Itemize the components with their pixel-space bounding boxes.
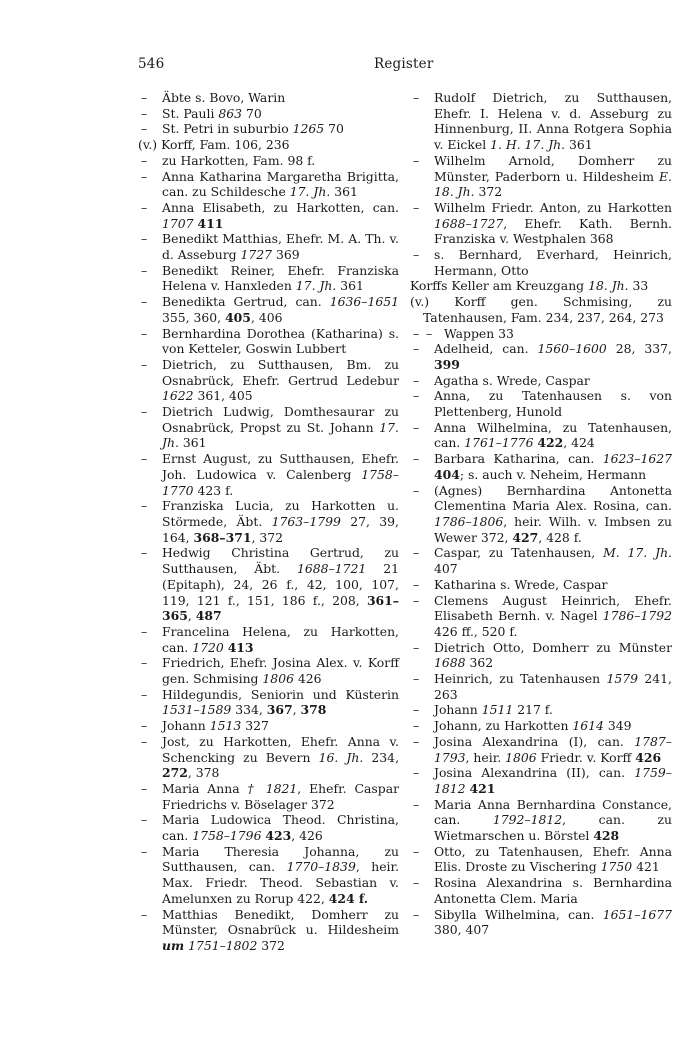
- index-entry: [410, 153, 672, 200]
- entry-text: Francelina Helena, zu Harkotten, can. 1720 413: [162, 623, 399, 655]
- repeat-dash: –: [141, 262, 148, 278]
- index-entry: [410, 844, 672, 875]
- index-entry: [138, 718, 399, 734]
- index-entry: [138, 137, 399, 153]
- index-entry: [138, 200, 399, 231]
- repeat-dash: –: [413, 796, 420, 812]
- index-entry: [410, 577, 672, 593]
- repeat-dash: –: [141, 152, 148, 168]
- repeat-dash: –: [141, 199, 148, 215]
- entry-text: Agatha s. Wrede, Caspar: [434, 372, 590, 388]
- repeat-dash: –: [141, 168, 148, 184]
- entry-text: Hildegundis, Seniorin und Küsterin 1531–1589 334, 367, 378: [162, 686, 399, 718]
- entry-text: s. Bernhard, Everhard, Heinrich, Hermann, Otto: [434, 247, 672, 278]
- index-entry: [138, 781, 399, 812]
- repeat-dash: –: [413, 152, 420, 168]
- index-entry: [138, 153, 399, 169]
- entry-text: Heinrich, zu Tatenhausen 1579 241, 263: [434, 671, 672, 702]
- repeat-dash: –: [413, 702, 420, 718]
- entry-text: (v.) Korff gen. Schmising, zu Tatenhausen, Fam. 234, 237, 264, 273: [410, 294, 672, 325]
- entry-text: Josina Alexandrina (II), can. 1759–1812 421: [434, 765, 672, 796]
- index-entry: [138, 734, 399, 781]
- index-entry: [138, 687, 399, 718]
- repeat-dash: –: [413, 733, 420, 749]
- entry-text: Rosina Alexandrina s. Bernhardina Antonetta Clem. Maria: [434, 875, 672, 906]
- entry-text: Wappen 33: [444, 325, 514, 341]
- repeat-dash: –: [413, 482, 420, 498]
- repeat-dash: –: [141, 545, 148, 561]
- index-entry: [138, 545, 399, 624]
- entry-text: Maria Theresia Johanna, zu Sutthausen, can. 1770–1839, heir. Max. Friedr. Theod. Sebastian v. Amelunxen zu Rorup 422, 424 f.: [162, 843, 400, 906]
- entry-text: Dietrich Ludwig, Domthesaurar zu Osnabrück, Propst zu St. Johann 17. Jh. 361: [162, 404, 399, 451]
- repeat-dash: –: [413, 639, 420, 655]
- entry-text: Korffs Keller am Kreuzgang 18. Jh. 33: [410, 278, 649, 294]
- index-entry: [410, 907, 672, 938]
- entry-text: Friedrich, Ehefr. Josina Alex. v. Korff gen. Schmising 1806 426: [162, 655, 399, 687]
- entry-text: Wilhelm Arnold, Domherr zu Münster, Paderborn u. Hildesheim E. 18. Jh. 372: [434, 152, 672, 200]
- repeat-dash: –: [141, 812, 148, 828]
- entry-text: Anna, zu Tatenhausen s. von Plettenberg, Hunold: [434, 388, 672, 420]
- repeat-dash: –: [413, 718, 420, 734]
- repeat-dash: –: [141, 231, 148, 247]
- repeat-dash: –: [141, 325, 148, 341]
- index-entry: [138, 451, 399, 498]
- index-entry: [410, 765, 672, 796]
- entry-text: Hedwig Christina Gertrud, zu Sutthausen, Äbt. 1688–1721 21 (Epitaph), 24, 26 f., 42, 100, 107, 119, 121 f., 151, 186 f., 208, 361–365, 487: [162, 545, 399, 624]
- index-column-left: [138, 90, 399, 954]
- repeat-dash: –: [141, 843, 148, 859]
- index-entry: [410, 294, 672, 325]
- entry-text: (v.) Korff, Fam. 106, 236: [138, 137, 290, 153]
- index-entry: [138, 231, 399, 262]
- entry-text: Anna Wilhelmina, zu Tatenhausen, can. 1761–1776 422, 424: [434, 419, 672, 451]
- repeat-dash: –: [141, 718, 148, 734]
- entry-text: Matthias Benedikt, Domherr zu Münster, Osnabrück u. Hildesheim um 1751–1802 372: [162, 906, 399, 953]
- repeat-dash: –: [426, 325, 433, 341]
- index-entry: [410, 593, 672, 640]
- entry-text: Bernhardina Dorothea (Katharina) s. von Ketteler, Goswin Lubbert: [162, 325, 399, 357]
- index-entry: [410, 734, 672, 765]
- repeat-dash: –: [141, 121, 148, 137]
- entry-text: Benedikta Gertrud, can. 1636–1651 355, 360, 405, 406: [162, 294, 399, 325]
- entry-text: Äbte s. Bovo, Warin: [162, 90, 286, 105]
- repeat-dash: –: [413, 341, 420, 357]
- entry-text: Clemens August Heinrich, Ehefr. Elisabeth Bernh. v. Nagel 1786–1792 426 ff., 520 f.: [434, 592, 672, 639]
- repeat-dash: –: [413, 576, 420, 592]
- index-entry: [138, 655, 399, 686]
- index-entry: [410, 200, 672, 247]
- index-entry: [138, 357, 399, 404]
- index-entry: [138, 263, 399, 294]
- entry-text: Benedikt Matthias, Ehefr. M. A. Th. v. d. Asseburg 1727 369: [162, 231, 399, 263]
- repeat-dash: –: [413, 906, 420, 922]
- entry-text: Johann, zu Harkotten 1614 349: [434, 718, 632, 734]
- page-number: 546: [138, 56, 165, 72]
- entry-text: Ernst August, zu Sutthausen, Ehefr. Joh. Ludowica v. Calenberg 1758–1770 423 f.: [162, 451, 399, 498]
- repeat-dash: –: [413, 451, 420, 467]
- entry-text: Maria Ludowica Theod. Christina, can. 1758–1796 423, 426: [162, 812, 399, 844]
- repeat-dash: –: [413, 388, 420, 404]
- entry-text: Dietrich, zu Sutthausen, Bm. zu Osnabrück, Ehefr. Gertrud Ledebur 1622 361, 405: [162, 356, 399, 404]
- index-entry: [138, 106, 399, 122]
- entry-text: Katharina s. Wrede, Caspar: [434, 576, 608, 592]
- repeat-dash: –: [141, 655, 148, 671]
- index-entry: [410, 90, 672, 153]
- repeat-dash: –: [413, 765, 420, 781]
- running-title: Register: [374, 56, 434, 72]
- repeat-dash: –: [141, 733, 148, 749]
- entry-text: Adelheid, can. 1560–1600 28, 337, 399: [434, 341, 672, 372]
- entry-text: Rudolf Dietrich, zu Sutthausen, Ehefr. I. Helena v. d. Asseburg zu Hinnenburg, II. Anna Rotgera Sophia v. Eickel 1. H. 17. Jh. 361: [434, 90, 672, 153]
- entry-text: Franziska Lucia, zu Harkotten u. Störmede, Äbt. 1763–1799 27, 39, 164, 368–371, 372: [162, 498, 399, 545]
- entry-text: Maria Anna Bernhardina Constance, can. 1792–1812, can. zu Wietmarschen u. Börstel 428: [434, 796, 672, 844]
- index-entry: [138, 121, 399, 137]
- entry-text: Anna Katharina Margaretha Brigitta, can. zu Schildesche 17. Jh. 361: [162, 168, 399, 200]
- entry-text: zu Harkotten, Fam. 98 f.: [162, 152, 316, 168]
- repeat-dash: –: [141, 451, 148, 467]
- repeat-dash: –: [413, 372, 420, 388]
- repeat-dash: –: [141, 686, 148, 702]
- index-entry: [138, 624, 399, 655]
- repeat-dash: –: [413, 843, 420, 859]
- entry-text: Jost, zu Harkotten, Ehefr. Anna v. Schencking zu Bevern 16. Jh. 234, 272, 378: [162, 733, 400, 781]
- index-entry: [410, 718, 672, 734]
- index-entry: [410, 388, 672, 419]
- index-entry: [138, 844, 399, 907]
- index-entry: [410, 797, 672, 844]
- repeat-dash: –: [141, 623, 148, 639]
- repeat-dash: –: [141, 906, 148, 922]
- repeat-dash: –: [413, 199, 420, 215]
- repeat-dash: –: [413, 875, 420, 891]
- index-entry: [138, 404, 399, 451]
- repeat-dash: –: [413, 90, 420, 105]
- repeat-dash: –: [413, 545, 420, 561]
- index-entry: [410, 247, 672, 278]
- repeat-dash: –: [413, 592, 420, 608]
- entry-text: Josina Alexandrina (I), can. 1787–1793, heir. 1806 Friedr. v. Korff 426: [434, 733, 672, 765]
- entry-text: Wilhelm Friedr. Anton, zu Harkotten 1688–1727, Ehefr. Kath. Bernh. Franziska v. Westphalen 368: [434, 199, 672, 247]
- entry-text: Otto, zu Tatenhausen, Ehefr. Anna Elis. Droste zu Vischering 1750 421: [434, 843, 672, 875]
- entry-text: St. Pauli 863 70: [162, 105, 262, 121]
- entry-text: Anna Elisabeth, zu Harkotten, can. 1707 411: [162, 199, 399, 231]
- repeat-dash: –: [141, 404, 148, 420]
- repeat-dash: –: [141, 356, 148, 372]
- index-entry: [138, 907, 399, 954]
- index-entry: [410, 702, 672, 718]
- repeat-dash: –: [141, 105, 148, 121]
- entry-text: St. Petri in suburbio 1265 70: [162, 121, 344, 137]
- repeat-dash: –: [413, 419, 420, 435]
- repeat-dash: –: [141, 498, 148, 514]
- index-entry: [410, 326, 672, 342]
- index-entry: [138, 90, 399, 106]
- index-entry: [410, 545, 672, 576]
- entry-text: Sibylla Wilhelmina, can. 1651–1677 380, 407: [434, 906, 672, 938]
- repeat-dash: –: [141, 780, 148, 796]
- index-entry: [138, 294, 399, 325]
- index-entry: [138, 169, 399, 200]
- index-entry: [410, 451, 672, 482]
- entry-text: Barbara Katharina, can. 1623–1627 404; s. auch v. Neheim, Hermann: [434, 451, 672, 482]
- repeat-dash: –: [141, 294, 148, 310]
- index-entry: [138, 812, 399, 843]
- index-entry: [410, 671, 672, 702]
- index-entry: [410, 278, 672, 294]
- page-header: [138, 56, 434, 76]
- index-entry: [138, 326, 399, 357]
- index-column-right: [410, 90, 672, 938]
- index-entry: [410, 341, 672, 372]
- index-entry: [410, 373, 672, 389]
- repeat-dash: –: [413, 247, 420, 263]
- entry-text: (Agnes) Bernhardina Antonetta Clementina Maria Alex. Rosina, can. 1786–1806, heir. Wilh. v. Imbsen zu Wewer 372, 427, 428 f.: [434, 482, 672, 545]
- repeat-dash: –: [413, 325, 420, 341]
- repeat-dash: –: [413, 671, 420, 687]
- entry-text: Caspar, zu Tatenhausen, M. 17. Jh. 407: [434, 545, 672, 577]
- index-entry: [410, 420, 672, 451]
- entry-text: Dietrich Otto, Domherr zu Münster 1688 362: [434, 639, 672, 671]
- index-entry: [410, 875, 672, 906]
- entry-text: Johann 1511 217 f.: [434, 702, 553, 718]
- entry-text: Benedikt Reiner, Ehefr. Franziska Helena v. Hanxleden 17. Jh. 361: [162, 262, 399, 294]
- repeat-dash: –: [141, 90, 148, 105]
- index-entry: [138, 498, 399, 545]
- entry-text: Maria Anna † 1821, Ehefr. Caspar Friedrichs v. Böselager 372: [162, 780, 399, 812]
- index-entry: [410, 483, 672, 546]
- entry-text: Johann 1513 327: [162, 718, 269, 734]
- index-entry: [410, 640, 672, 671]
